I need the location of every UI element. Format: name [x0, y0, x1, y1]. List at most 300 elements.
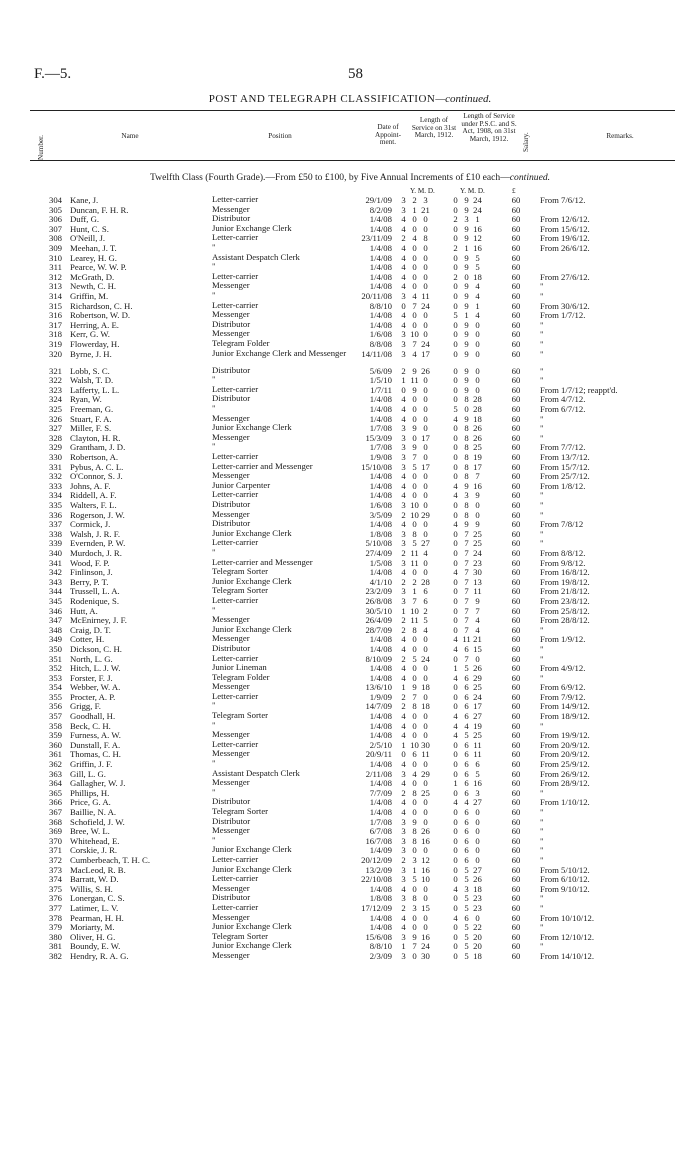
col-header-name: Name — [121, 132, 139, 140]
row-length-psc — [450, 529, 496, 539]
row-remarks: " — [540, 643, 544, 654]
ymd-value: 9 — [464, 290, 469, 301]
row-length-service — [398, 310, 440, 320]
row-remarks: From 12/6/12. — [540, 214, 590, 225]
ymd-value: 5 — [475, 768, 480, 779]
ymd-value: 0 — [423, 883, 428, 894]
row-remarks: " — [540, 672, 544, 683]
row-position: " — [212, 604, 216, 615]
row-length-psc — [450, 845, 496, 855]
row-name: Cormick, J. — [70, 519, 111, 530]
ymd-value: 0 — [453, 365, 458, 376]
row-number: 363 — [48, 768, 62, 779]
row-remarks: From 9/8/12. — [540, 557, 586, 568]
ymd-value: 4 — [401, 672, 406, 683]
row-length-psc — [450, 462, 496, 472]
ymd-value: 8 — [412, 624, 417, 635]
ymd-value: 4 — [453, 672, 458, 683]
row-position: Distributor — [212, 213, 251, 224]
row-number: 337 — [48, 519, 62, 530]
table-row — [0, 233, 700, 243]
row-number: 364 — [48, 778, 62, 789]
ymd-value: 6 — [464, 682, 469, 693]
row-length-psc — [450, 692, 496, 702]
row-remarks: " — [540, 854, 544, 865]
col-header-length-service: Length of Service on 31st March, 1912. — [411, 116, 457, 140]
row-number: 334 — [48, 490, 62, 501]
row-length-service — [398, 836, 440, 846]
row-salary: 60 — [511, 672, 521, 683]
row-remarks: From 30/6/12. — [540, 300, 590, 311]
ymd-value: 30 — [421, 739, 430, 750]
row-length-service — [398, 272, 440, 282]
ymd-value: 0 — [453, 262, 458, 273]
ymd-value: 7 — [464, 547, 469, 558]
row-position: " — [212, 374, 216, 385]
row-remarks: From 19/8/12. — [540, 576, 590, 587]
ymd-value: 0 — [475, 826, 480, 837]
ymd-value: 0 — [423, 845, 428, 856]
ymd-value: 9 — [464, 319, 469, 330]
ymd-value: 0 — [453, 509, 458, 520]
row-salary: 60 — [511, 739, 521, 750]
ymd-value: 8 — [464, 509, 469, 520]
ymd-value: 1 — [401, 375, 406, 386]
row-position: Junior Exchange Clerk — [212, 921, 292, 932]
row-position: Distributor — [212, 796, 251, 807]
ymd-value: 0 — [453, 442, 458, 453]
ymd-value: 0 — [453, 759, 458, 770]
ymd-value: 4 — [453, 519, 458, 530]
row-length-psc — [450, 893, 496, 903]
ymd-value: 4 — [453, 413, 458, 424]
row-number: 314 — [48, 290, 62, 301]
row-number: 311 — [49, 262, 62, 273]
row-appointment-date: 1/4/08 — [369, 310, 392, 321]
ymd-value: 0 — [412, 845, 417, 856]
row-position: Messenger — [212, 614, 250, 625]
row-length-psc — [450, 243, 496, 253]
row-number: 343 — [48, 576, 62, 587]
row-appointment-date: 1/7/08 — [369, 816, 392, 827]
ymd-value: 8 — [464, 471, 469, 482]
ymd-value: 24 — [473, 691, 482, 702]
ymd-value: 28 — [473, 394, 482, 405]
row-position: Letter-carrier — [212, 232, 259, 243]
ymd-value: 0 — [412, 672, 417, 683]
row-number: 353 — [48, 672, 62, 683]
ymd-value: 9 — [464, 204, 469, 215]
ymd-value: 2 — [401, 233, 406, 244]
row-name: Clayton, H. R. — [70, 432, 121, 443]
row-length-psc — [450, 205, 496, 215]
row-remarks: From 21/8/12. — [540, 586, 590, 597]
ymd-value: 0 — [423, 404, 428, 415]
ymd-value: 3 — [412, 902, 417, 913]
row-name: Duncan, F. H. R. — [70, 204, 129, 215]
row-position: Junior Exchange Clerk and Messenger — [212, 347, 347, 358]
row-remarks: From 1/10/12. — [540, 797, 590, 808]
row-remarks: From 26/6/12. — [540, 242, 590, 253]
table-row — [0, 291, 700, 301]
table-row — [0, 769, 700, 779]
row-name: Baillie, N. A. — [70, 807, 117, 817]
ymd-value: 2 — [401, 653, 406, 664]
ymd-value: 2 — [401, 365, 406, 376]
ymd-value: 0 — [423, 730, 428, 741]
ymd-value: 3 — [401, 931, 406, 942]
ymd-value: 4 — [453, 720, 458, 731]
row-number: 309 — [48, 242, 62, 253]
row-position: Telegram Folder — [212, 337, 270, 348]
row-salary: 60 — [511, 557, 521, 568]
table-row — [0, 433, 700, 443]
row-length-service — [398, 778, 440, 788]
row-name: Richardson, C. H. — [70, 300, 133, 311]
row-length-psc — [450, 214, 496, 224]
row-position: Letter-carrier — [212, 853, 259, 864]
ymd-value: 7 — [412, 338, 417, 349]
ymd-value: 5 — [464, 864, 469, 875]
row-number: 338 — [48, 528, 62, 539]
row-length-psc — [450, 414, 496, 424]
ymd-value: 30 — [473, 567, 482, 578]
row-position: Distributor — [212, 499, 251, 509]
row-position: Letter-carrier — [212, 738, 259, 749]
row-position: Letter-carrier — [212, 194, 259, 204]
ymd-value: 0 — [412, 310, 417, 321]
ymd-value: 4 — [453, 643, 458, 654]
row-appointment-date: 15/3/09 — [365, 432, 392, 443]
ymd-value: 0 — [423, 500, 428, 510]
table-row — [0, 567, 700, 577]
col-header-salary: Salary. — [522, 132, 530, 152]
ymd-value: 0 — [401, 384, 406, 395]
ymd-value: 4 — [401, 711, 406, 722]
row-number: 304 — [48, 195, 62, 205]
ymd-value: 1 — [453, 778, 458, 789]
ymd-value: 0 — [423, 262, 428, 273]
table-row — [0, 442, 700, 452]
row-number: 348 — [48, 624, 62, 635]
row-appointment-date: 23/11/09 — [361, 233, 392, 244]
ymd-value: 4 — [412, 290, 417, 301]
row-position: Telegram Sorter — [212, 930, 269, 941]
row-salary: 60 — [511, 874, 521, 885]
row-appointment-date: 27/4/09 — [365, 547, 392, 558]
ymd-value: 10 — [410, 329, 419, 340]
ymd-value: 6 — [464, 643, 469, 654]
ymd-value: 7 — [412, 300, 417, 311]
row-salary: 60 — [511, 864, 521, 875]
ymd-value: 5 — [464, 893, 469, 904]
ymd-value: 4 — [475, 290, 480, 301]
ymd-value: 3 — [401, 557, 406, 568]
row-name: Trussell, L. A. — [70, 586, 120, 597]
row-length-service — [398, 433, 440, 443]
ymd-value: 5 — [475, 252, 480, 263]
table-row — [0, 490, 700, 500]
row-number: 332 — [48, 471, 62, 482]
ymd-value: 6 — [464, 826, 469, 837]
row-length-psc — [450, 922, 496, 932]
row-number: 342 — [48, 567, 62, 578]
table-row — [0, 243, 700, 253]
ymd-value: 21 — [473, 634, 482, 645]
ymd-value: 0 — [423, 691, 428, 702]
ymd-value: 0 — [453, 461, 458, 472]
ymd-value: 5 — [464, 931, 469, 942]
ymd-value: 7 — [464, 557, 469, 568]
ymd-value: 5 — [412, 538, 417, 549]
ymd-value: 29 — [473, 672, 482, 683]
row-number: 366 — [48, 797, 62, 808]
ymd-value: 25 — [473, 442, 482, 453]
row-position: Junior Exchange Clerk — [212, 527, 292, 538]
ymd-value: 6 — [464, 854, 469, 865]
row-number: 330 — [48, 452, 62, 463]
row-salary: 60 — [511, 423, 521, 434]
row-remarks: From 25/9/12. — [540, 759, 590, 770]
row-number: 312 — [48, 271, 62, 282]
row-remarks: From 7/6/12. — [540, 195, 586, 205]
ymd-value: 25 — [421, 787, 430, 798]
row-length-psc — [450, 394, 496, 404]
ymd-value: 9 — [464, 348, 469, 359]
ymd-value: 3 — [401, 452, 406, 463]
ymd-value: 4 — [401, 394, 406, 405]
ymd-value: 4 — [401, 413, 406, 424]
ymd-value: 26 — [473, 423, 482, 434]
title-suffix: —continued. — [435, 93, 492, 105]
row-number: 354 — [48, 682, 62, 693]
row-position: Distributor — [212, 892, 251, 903]
ymd-value: 4 — [464, 720, 469, 731]
ymd-value: 0 — [412, 413, 417, 424]
page-title — [0, 93, 700, 105]
row-length-service — [398, 682, 440, 692]
ymd-value: 9 — [412, 442, 417, 453]
row-salary: 60 — [511, 691, 521, 702]
row-remarks: " — [540, 509, 544, 520]
row-length-psc — [450, 941, 496, 951]
ymd-value: 16 — [421, 835, 430, 846]
row-name: Berry, P. T. — [70, 576, 109, 587]
ymd-value: 0 — [423, 394, 428, 405]
ymd-value: 0 — [475, 653, 480, 664]
row-position: Distributor — [212, 318, 251, 329]
table-row — [0, 644, 700, 654]
row-length-psc — [450, 932, 496, 942]
ymd-value: 16 — [473, 480, 482, 491]
row-salary: 60 — [511, 452, 521, 463]
ymd-value: 16 — [473, 242, 482, 253]
ymd-value: 7 — [464, 624, 469, 635]
row-number: 335 — [48, 500, 62, 510]
row-position: Telegram Sorter — [212, 566, 269, 577]
ymd-value: 26 — [473, 874, 482, 885]
ymd-value: 2 — [401, 509, 406, 520]
ymd-value: 3 — [401, 950, 406, 961]
ymd-value: 1 — [412, 864, 417, 875]
row-remarks: From 8/8/12. — [540, 547, 586, 558]
ymd-value: 0 — [412, 432, 417, 443]
ymd-value: 9 — [464, 365, 469, 376]
row-length-psc — [450, 500, 496, 510]
ymd-value: 2 — [453, 242, 458, 253]
table-row — [0, 481, 700, 491]
row-position: Junior Exchange Clerk — [212, 623, 292, 634]
ymd-value: 3 — [401, 893, 406, 904]
ymd-value: 0 — [423, 912, 428, 923]
row-name: Newth, C. H. — [70, 281, 117, 292]
row-salary: 60 — [511, 605, 521, 616]
units-ymd-psc: Y. M. D. — [460, 187, 485, 195]
ymd-value: 6 — [464, 768, 469, 779]
ymd-value: 1 — [412, 586, 417, 597]
row-length-service — [398, 654, 440, 664]
ymd-value: 0 — [412, 778, 417, 789]
row-number: 319 — [48, 338, 62, 349]
row-salary: 60 — [511, 912, 521, 923]
table-row — [0, 663, 700, 673]
ymd-value: 0 — [453, 300, 458, 311]
ymd-value: 0 — [475, 329, 480, 340]
row-salary: 60 — [511, 893, 521, 904]
row-position: Messenger — [212, 681, 250, 692]
ymd-value: 15 — [421, 902, 430, 913]
table-row — [0, 884, 700, 894]
row-salary: 60 — [511, 730, 521, 741]
ymd-value: 4 — [401, 663, 406, 674]
row-length-psc — [450, 749, 496, 759]
ymd-value: 4 — [401, 922, 406, 933]
row-position: Distributor — [212, 364, 251, 375]
ymd-value: 5 — [412, 653, 417, 664]
row-appointment-date: 1/4/08 — [369, 413, 392, 424]
ymd-value: 0 — [412, 912, 417, 923]
row-name: Murdoch, J. R. — [70, 547, 122, 558]
ymd-value: 0 — [453, 826, 458, 837]
row-name: Pearce, W. W. P. — [70, 262, 127, 273]
table-row — [0, 452, 700, 462]
ymd-value: 3 — [464, 883, 469, 894]
row-position: Messenger — [212, 949, 250, 960]
row-appointment-date: 1/4/08 — [369, 711, 392, 722]
ymd-value: 0 — [423, 413, 428, 424]
ymd-value: 0 — [475, 375, 480, 386]
row-position: Junior Exchange Clerk — [212, 222, 292, 233]
page-number: 58 — [348, 66, 363, 82]
row-salary: 60 — [511, 528, 521, 539]
row-position: Junior Lineman — [212, 662, 267, 673]
ymd-value: 6 — [464, 749, 469, 760]
ymd-value: 0 — [423, 471, 428, 482]
row-name: MacLeod, R. B. — [70, 864, 126, 875]
ymd-value: 28 — [473, 404, 482, 415]
row-length-service — [398, 394, 440, 404]
ymd-value: 0 — [423, 310, 428, 321]
row-position: Distributor — [212, 518, 251, 529]
row-salary: 60 — [511, 214, 521, 225]
row-length-psc — [450, 711, 496, 721]
ymd-value: 7 — [464, 586, 469, 597]
row-position: " — [212, 700, 216, 711]
ymd-value: 0 — [412, 214, 417, 225]
row-appointment-date: 1/4/08 — [369, 394, 392, 405]
ymd-value: 5 — [464, 663, 469, 674]
col-header-number: Number. — [37, 135, 45, 160]
ymd-value: 6 — [464, 701, 469, 712]
row-name: Schofield, J. W. — [70, 816, 125, 827]
table-row — [0, 205, 700, 215]
ymd-value: 3 — [401, 432, 406, 443]
row-name: Moriarty, M. — [70, 922, 115, 933]
table-row — [0, 471, 700, 481]
row-length-psc — [450, 634, 496, 644]
row-remarks: From 14/9/12. — [540, 701, 590, 712]
row-position: Letter-carrier — [212, 873, 259, 884]
ymd-value: 3 — [401, 348, 406, 359]
ymd-value: 4 — [412, 233, 417, 244]
row-name: Grantham, J. D. — [70, 442, 126, 453]
row-length-service — [398, 615, 440, 625]
ymd-value: 0 — [412, 394, 417, 405]
row-remarks: " — [540, 835, 544, 846]
row-number: 375 — [48, 883, 62, 894]
row-length-service — [398, 375, 440, 385]
table-row — [0, 349, 700, 366]
row-appointment-date: 1/7/11 — [370, 384, 392, 395]
ymd-value: 9 — [412, 816, 417, 827]
row-length-psc — [450, 769, 496, 779]
row-length-service — [398, 941, 440, 951]
ymd-value: 23 — [473, 557, 482, 568]
row-appointment-date: 1/4/08 — [369, 480, 392, 491]
ymd-value: 0 — [453, 586, 458, 597]
row-salary: 60 — [511, 826, 521, 837]
row-name: Rogerson, J. W. — [70, 509, 125, 520]
row-salary: 60 — [511, 404, 521, 415]
row-number: 315 — [48, 300, 62, 311]
row-number: 365 — [48, 787, 62, 798]
ymd-value: 0 — [453, 223, 458, 234]
ymd-value: 0 — [423, 480, 428, 491]
ymd-value: 0 — [453, 290, 458, 301]
row-number: 317 — [48, 319, 62, 330]
row-remarks: " — [540, 538, 544, 549]
ymd-value: 8 — [412, 893, 417, 904]
row-salary: 60 — [511, 749, 521, 760]
row-remarks: " — [540, 893, 544, 904]
row-remarks: " — [540, 423, 544, 434]
row-position: " — [212, 261, 216, 272]
table-row — [0, 375, 700, 385]
row-salary: 60 — [511, 432, 521, 443]
row-salary: 60 — [511, 471, 521, 482]
row-number: 336 — [48, 509, 62, 520]
row-salary: 60 — [511, 300, 521, 311]
row-name: Latimer, L. V. — [70, 902, 119, 913]
table-row — [0, 922, 700, 932]
row-length-service — [398, 711, 440, 721]
ymd-value: 0 — [453, 902, 458, 913]
row-length-psc — [450, 721, 496, 731]
table-row — [0, 701, 700, 711]
row-name: Cumberbeach, T. H. C. — [70, 854, 151, 865]
row-number: 340 — [48, 547, 62, 558]
row-length-service — [398, 749, 440, 759]
